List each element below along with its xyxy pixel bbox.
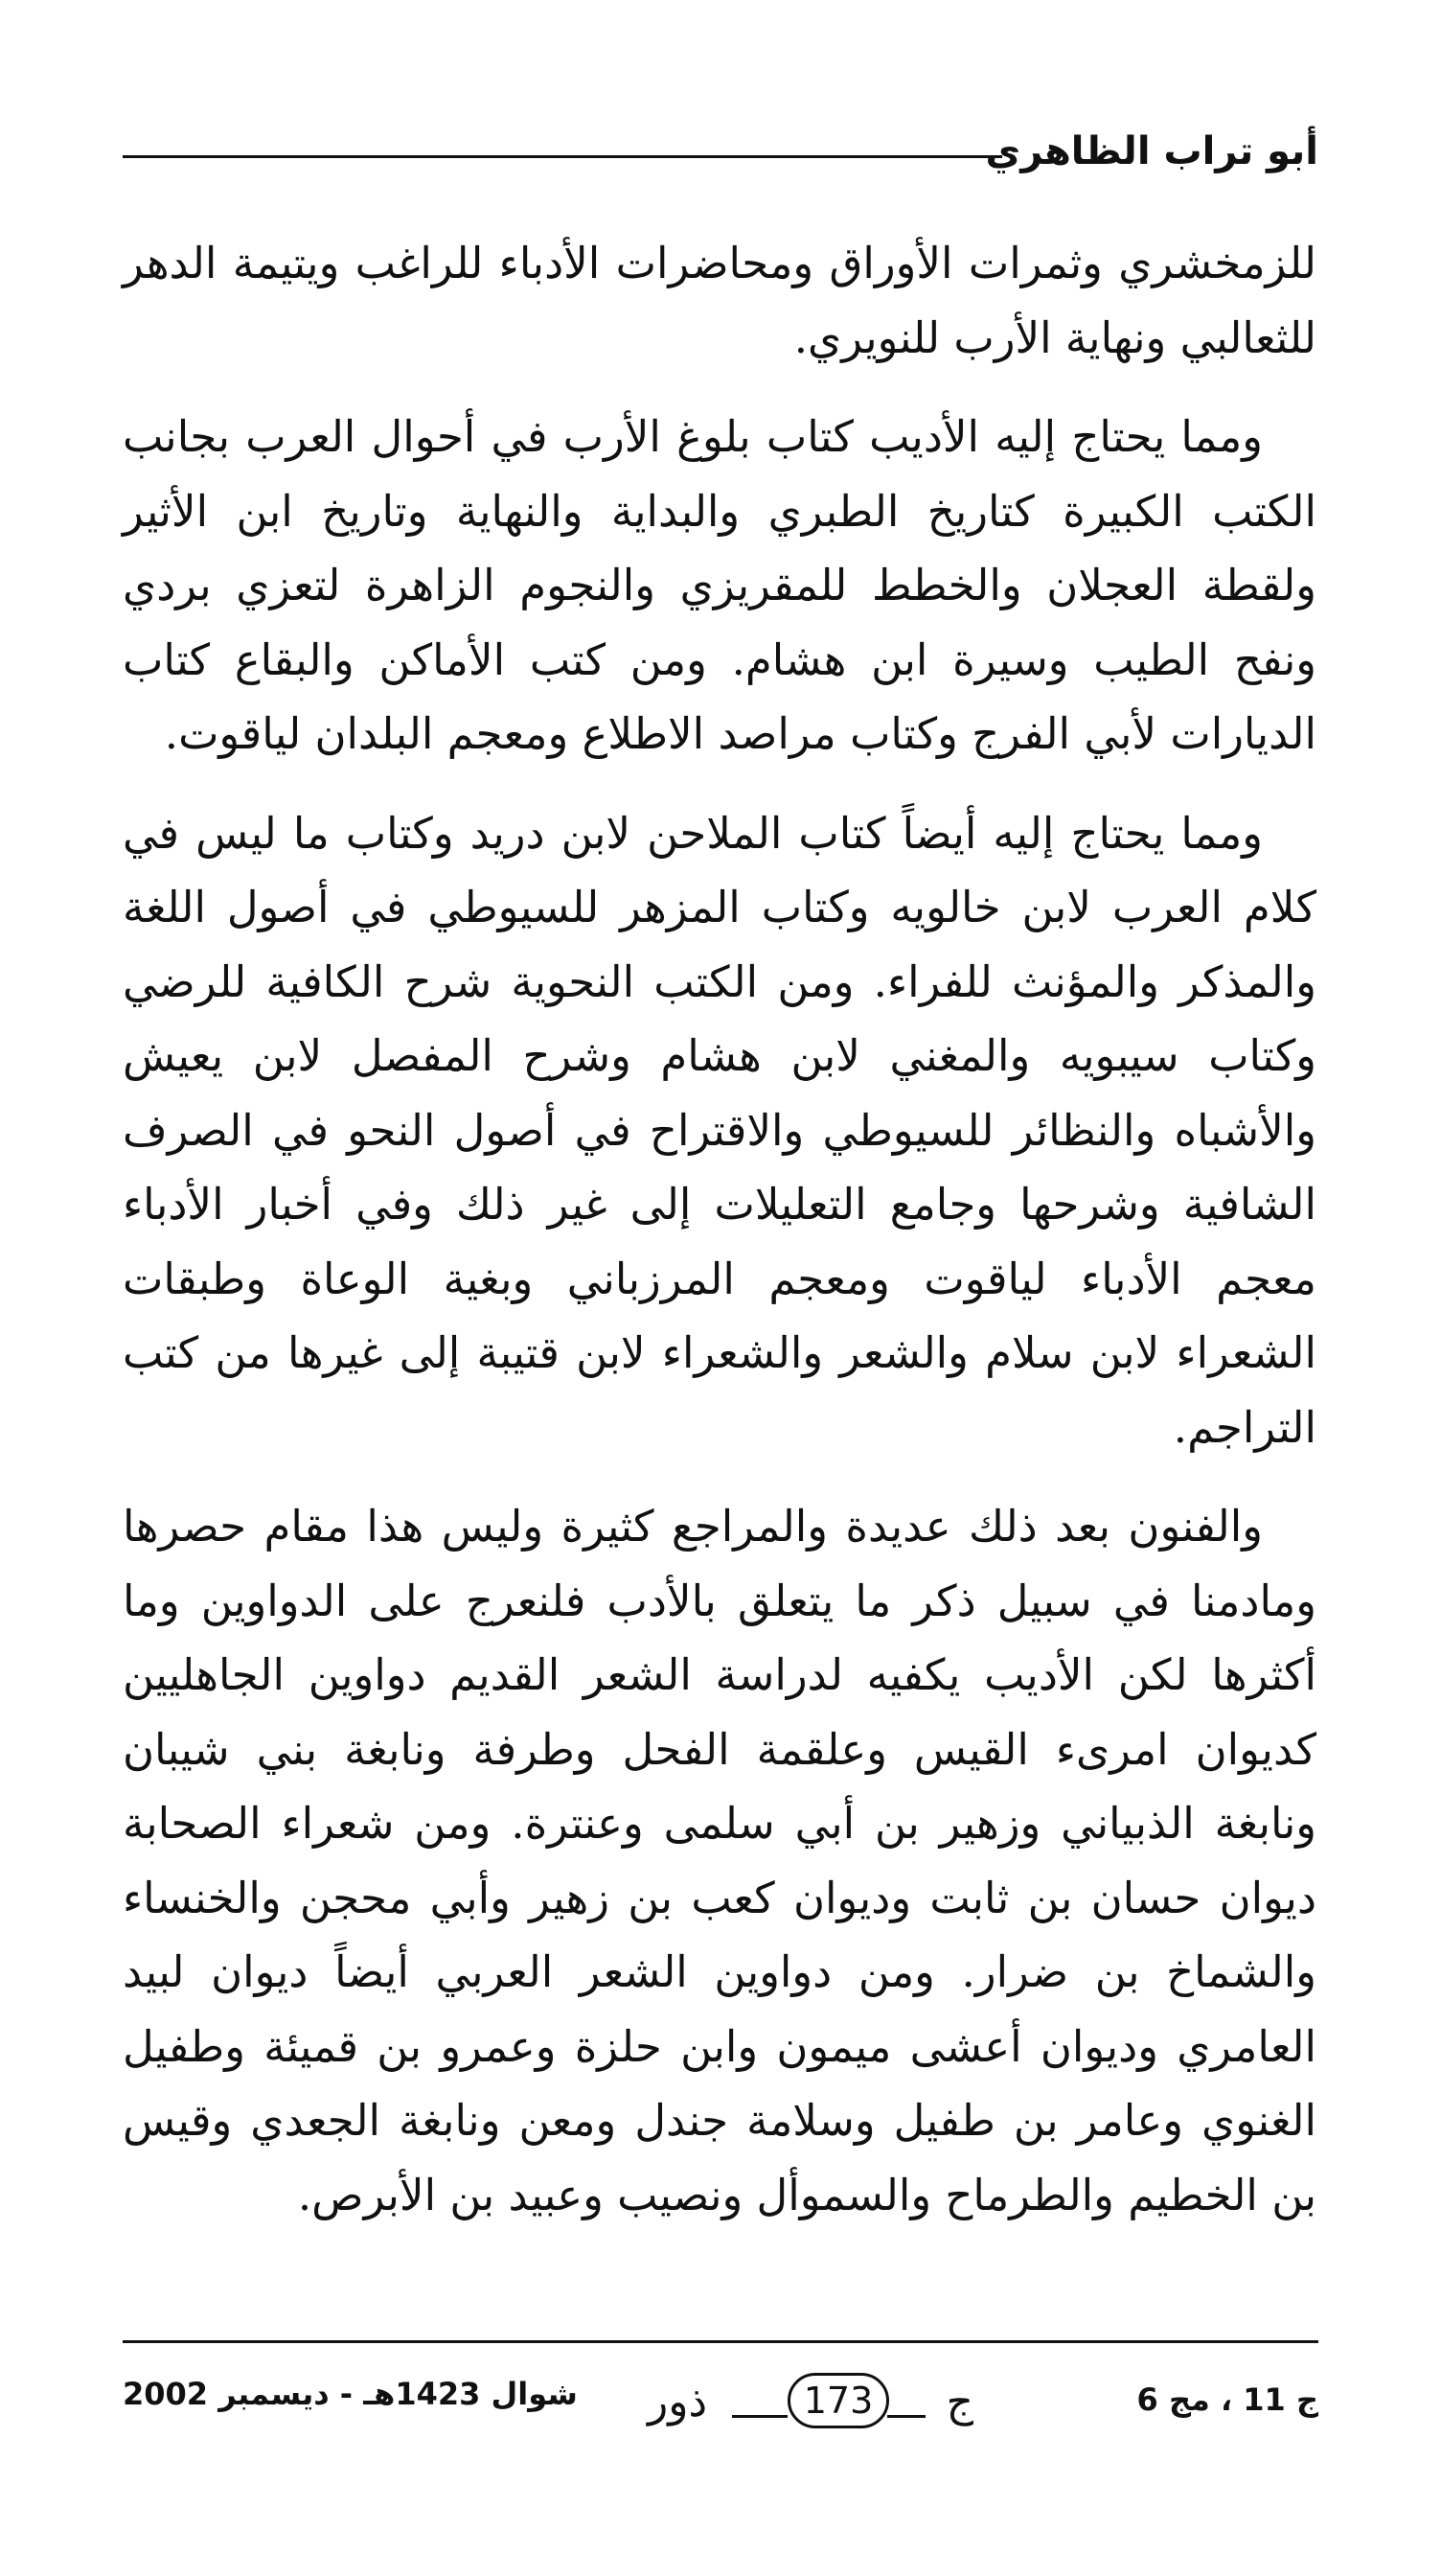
footer-rule xyxy=(123,2340,1318,2343)
running-header xyxy=(123,117,1318,194)
paragraph-3: ومما يحتاج إليه أيضاً كتاب الملاحن لابن دريد وكتاب ما ليس في كلام العرب لابن خالويه وكتاب المزهر للسيوطي في أصول اللغة والمذكر والمؤنث للفراء. ومن الكتب النحوية شرح الكافية للرضي وكتاب سيبويه والمغني لابن هشام وشرح المفصل لابن يعيش والأشباه والنظائر للسيوطي والاقتراح في أصول النحو في الصرف الشافية وشرحها وجامع التعليلات إلى غير ذلك وفي أخبار الأدباء معجم الأدباء لياقوت ومعجم المرزباني وبغية الوعاة وطبقات الشعراء لابن سلام والشعر والشعراء لابن قتيبة إلى غيرها من كتب التراجم. xyxy=(123,807,1316,1453)
running-title: أبو تراب الظاهري xyxy=(985,129,1318,173)
paragraph-2: ومما يحتاج إليه الأديب كتاب بلوغ الأرب في أحوال العرب بجانب الكتب الكبيرة كتاريخ الطبري والبداية والنهاية وتاريخ ابن الأثير ولقطة العجلان والخطط للمقريزي والنجوم الزاهرة لتعزي بردي ونفح الطيب وسيرة ابن هشام. ومن كتب الأماكن والبقاع كتاب الديارات لأبي الفرج وكتاب مراصد الاطلاع ومعجم البلدان لياقوت. xyxy=(123,411,1316,759)
logo-line-right xyxy=(887,2415,926,2418)
body-text xyxy=(123,226,1316,2257)
logo-word-right: ج xyxy=(946,2378,973,2426)
page-footer xyxy=(123,2359,1318,2446)
page-number: 173 xyxy=(788,2373,889,2428)
paragraph-1: للزمخشري وثمرات الأوراق ومحاضرات الأدباء للراغب ويتيمة الدهر للثعالبي ونهاية الأرب للنويري. xyxy=(123,238,1316,363)
paragraph-4: والفنون بعد ذلك عديدة والمراجع كثيرة وليس هذا مقام حصرها ومادمنا في سبيل ذكر ما يتعلق بالأدب فلنعرج على الدواوين وما أكثرها لكن الأديب يكفيه لدراسة الشعر القديم دواوين الجاهليين كديوان امرىء القيس وعلقمة الفحل وطرفة ونابغة بني شيبان ونابغة الذبياني وزهير بن أبي سلمى وعنترة. ومن شعراء الصحابة ديوان حسان بن ثابت وديوان كعب بن زهير وأبي محجن والخنساء والشماخ بن ضرار. ومن دواوين الشعر العربي أيضاً ديوان لبيد العامري وديوان أعشى ميمون وابن حلزة وعمرو بن قميئة وطفيل الغنوي وعامر بن طفيل وسلامة جندل ومعن ونابغة الجعدي وقيس بن الخطيم والطرماح والسموأل ونصيب وعبيد بن الأبرص. xyxy=(123,1501,1317,2220)
logo-line-left xyxy=(732,2415,788,2418)
header-rule xyxy=(123,155,1002,158)
volume-issue: ج 11 ، مج 6 xyxy=(1136,2381,1318,2418)
issue-date: شوال 1423هـ - ديسمبر 2002 xyxy=(123,2376,578,2412)
journal-logo xyxy=(629,2359,1012,2446)
logo-word-left: ذور xyxy=(648,2378,708,2426)
